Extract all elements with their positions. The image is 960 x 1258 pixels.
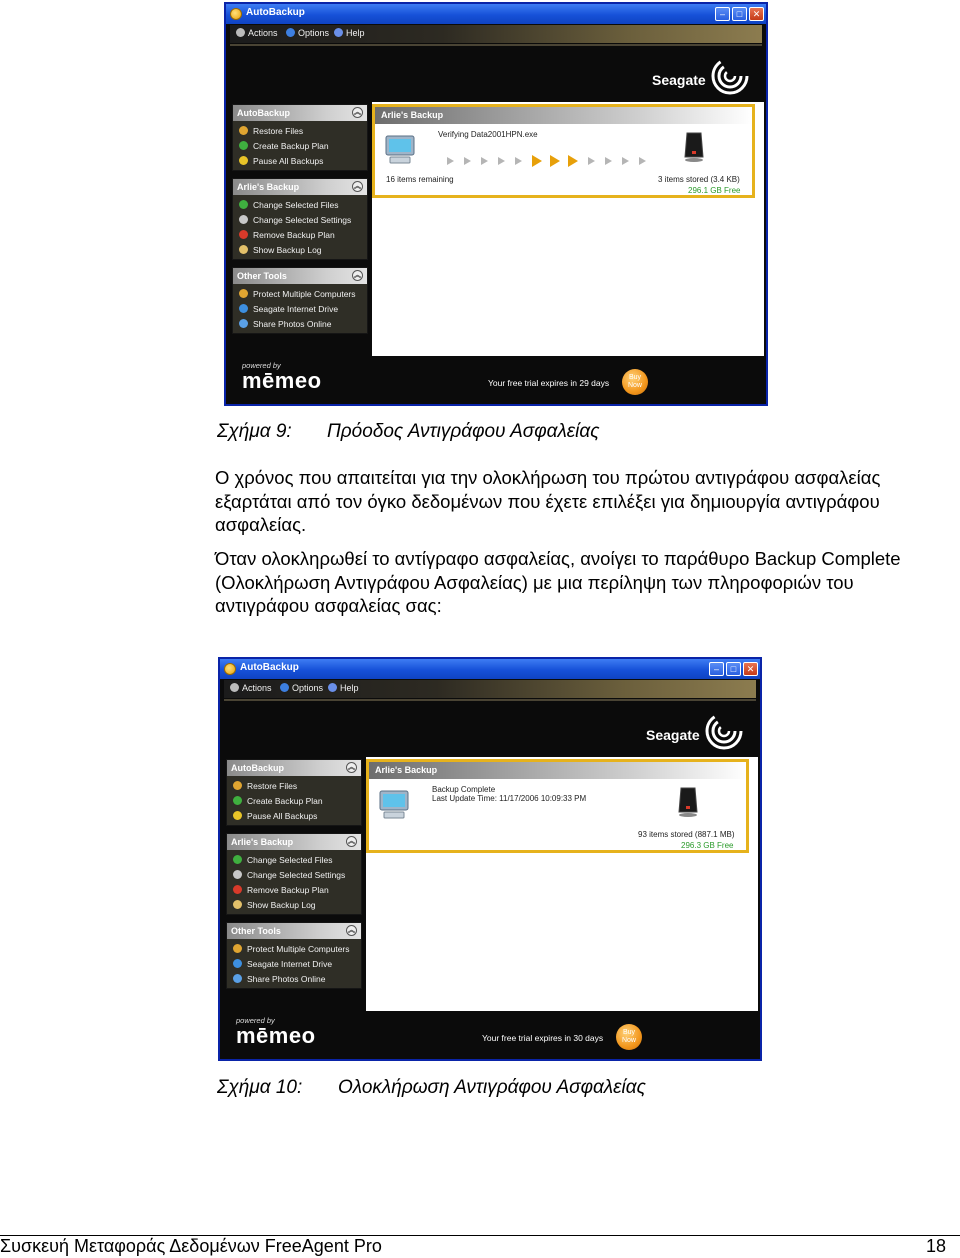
gear-icon — [236, 28, 245, 37]
computer-icon — [377, 788, 411, 822]
figure9-caption-number: Σχήμα 9: — [217, 421, 292, 442]
panel-autobackup — [226, 759, 362, 826]
menu-bar — [230, 25, 762, 43]
checkmark-icon — [286, 28, 295, 37]
collapse-icon[interactable]: ︽ — [354, 109, 361, 116]
sidebar-item-create-backup-plan[interactable]: Create Backup Plan — [227, 793, 361, 808]
figure9-window — [224, 2, 768, 406]
checkmark-icon — [280, 683, 289, 692]
figure10-caption-text: Ολοκλήρωση Αντιγράφου Ασφαλείας — [338, 1077, 646, 1098]
sidebar-item-change-selected-settings[interactable]: Change Selected Settings — [233, 212, 367, 227]
footer-page-number: 18 — [925, 1236, 946, 1256]
figure10-caption — [217, 1077, 646, 1099]
panel-other-tools — [232, 267, 368, 334]
paragraph-backup-complete: Όταν ολοκληρωθεί το αντίγραφο ασφαλείας, ανοίγει το παράθυρο Backup Complete (Ολοκλήρωση Αντιγράφου Ασφαλείας) με μια περίληψη των πληροφοριών του αντιγράφου ασφαλείας σας: — [215, 548, 901, 616]
progress-arrow — [464, 157, 471, 165]
progress-arrow-active — [532, 155, 542, 167]
external-drive-icon — [683, 131, 705, 163]
items-stored-text: 93 items stored (887.1 MB) — [638, 830, 735, 839]
progress-arrow-active — [568, 155, 578, 167]
trial-expiry-text: Your free trial expires in 30 days — [482, 1033, 604, 1043]
panel-arlies-backup — [232, 178, 368, 260]
bottom-bar — [230, 356, 764, 402]
progress-arrow — [622, 157, 629, 165]
menu-options[interactable]: Options — [286, 28, 329, 38]
gear-icon — [230, 683, 239, 692]
pause-icon — [239, 156, 248, 165]
progress-arrow — [481, 157, 488, 165]
remove-icon — [233, 885, 242, 894]
panel-other-tools — [226, 922, 362, 989]
sidebar-item-share-photos-online[interactable]: Share Photos Online — [227, 971, 361, 986]
memeo-logo: mēmeo — [236, 1023, 316, 1048]
restore-icon — [233, 781, 242, 790]
figure10-caption-number: Σχήμα 10: — [217, 1077, 303, 1098]
collapse-icon[interactable]: ︽ — [354, 272, 361, 279]
items-remaining-text: 16 items remaining — [386, 175, 454, 184]
sidebar-item-restore-files[interactable]: Restore Files — [227, 778, 361, 793]
buy-now-button[interactable]: Buy Now — [616, 1024, 642, 1050]
sidebar-item-share-photos-online[interactable]: Share Photos Online — [233, 316, 367, 331]
title-bar[interactable] — [226, 4, 766, 24]
panel-header[interactable]: AutoBackup ︽ — [233, 105, 367, 121]
main-content-area — [372, 102, 764, 356]
seagate-brand: Seagate — [646, 727, 700, 743]
help-shield-icon — [328, 683, 337, 692]
minimize-button[interactable]: – — [709, 662, 724, 676]
figure10-window — [218, 657, 762, 1061]
sidebar-item-protect-multiple-computers[interactable]: Protect Multiple Computers — [227, 941, 361, 956]
plus-icon — [233, 796, 242, 805]
trial-expiry-text: Your free trial expires in 29 days — [488, 378, 610, 388]
maximize-button[interactable]: □ — [732, 7, 747, 21]
panel-autobackup — [232, 104, 368, 171]
progress-arrow — [588, 157, 595, 165]
window-title: AutoBackup — [240, 662, 299, 673]
items-stored-text: 3 items stored (3.4 KB) — [658, 175, 740, 184]
free-space-text: 296.1 GB Free — [688, 186, 741, 195]
progress-arrow — [498, 157, 505, 165]
footer-document-title: Συσκευή Μεταφοράς Δεδομένων FreeAgent Pro — [0, 1236, 382, 1256]
computer-icon — [383, 133, 417, 167]
powered-by-label: powered by — [242, 361, 281, 370]
photos-icon — [233, 974, 242, 983]
panel-header[interactable]: Arlie's Backup ︽ — [233, 179, 367, 195]
external-drive-icon — [677, 786, 699, 818]
menu-bar — [224, 680, 756, 698]
panel-arlies-backup — [226, 833, 362, 915]
sidebar-item-change-selected-files[interactable]: Change Selected Files — [233, 197, 367, 212]
autobackup-app-icon — [230, 8, 242, 20]
pause-icon — [233, 811, 242, 820]
sidebar-item-seagate-internet-drive[interactable]: Seagate Internet Drive — [227, 956, 361, 971]
sidebar-item-change-selected-settings[interactable]: Change Selected Settings — [227, 867, 361, 882]
collapse-icon[interactable]: ︽ — [348, 764, 355, 771]
progress-arrow-active — [550, 155, 560, 167]
panel-header[interactable]: Other Tools ︽ — [233, 268, 367, 284]
menu-options[interactable]: Options — [280, 683, 323, 693]
check-icon — [239, 200, 248, 209]
last-update-text: Last Update Time: 11/17/2006 10:09:33 PM — [432, 794, 587, 803]
sidebar-item-change-selected-files[interactable]: Change Selected Files — [227, 852, 361, 867]
close-button[interactable]: ✕ — [749, 7, 764, 21]
plus-icon — [239, 141, 248, 150]
sidebar-item-remove-backup-plan[interactable]: Remove Backup Plan — [233, 227, 367, 242]
menu-help[interactable]: Help — [334, 28, 365, 38]
sidebar-item-pause-all-backups[interactable]: Pause All Backups — [233, 153, 367, 168]
seagate-brand: Seagate — [652, 72, 706, 88]
paragraph-backup-duration: Ο χρόνος που απαιτείται για την ολοκλήρωση του πρώτου αντιγράφου ασφαλείας εξαρτάται από τον όγκο δεδομένων που έχετε επιλέξει για δημιουργία αντιγράφου ασφαλείας. — [215, 467, 881, 535]
check-icon — [233, 855, 242, 864]
figure9-caption-text: Πρόοδος Αντιγράφου Ασφαλείας — [327, 421, 600, 442]
photos-icon — [239, 319, 248, 328]
progress-arrow — [515, 157, 522, 165]
sidebar-item-remove-backup-plan[interactable]: Remove Backup Plan — [227, 882, 361, 897]
menu-actions[interactable]: Actions — [236, 28, 278, 38]
log-icon — [233, 900, 242, 909]
collapse-icon[interactable]: ︽ — [348, 838, 355, 845]
settings-icon — [233, 870, 242, 879]
progress-arrow — [605, 157, 612, 165]
minimize-button[interactable]: – — [715, 7, 730, 21]
title-bar[interactable] — [220, 659, 760, 679]
maximize-button[interactable]: □ — [726, 662, 741, 676]
sidebar-item-show-backup-log[interactable]: Show Backup Log — [233, 242, 367, 257]
card-title: Arlie's Backup — [369, 762, 746, 779]
log-icon — [239, 245, 248, 254]
seagate-logo-icon — [704, 711, 744, 751]
settings-icon — [239, 215, 248, 224]
collapse-icon[interactable]: ︽ — [348, 927, 355, 934]
help-shield-icon — [334, 28, 343, 37]
panel-header[interactable]: AutoBackup ︽ — [227, 760, 361, 776]
sidebar-item-pause-all-backups[interactable]: Pause All Backups — [227, 808, 361, 823]
computers-icon — [233, 944, 242, 953]
globe-icon — [233, 959, 242, 968]
memeo-logo: mēmeo — [242, 368, 322, 393]
seagate-logo-icon — [710, 56, 750, 96]
progress-arrow — [447, 157, 454, 165]
progress-arrow — [639, 157, 646, 165]
powered-by-label: powered by — [236, 1016, 275, 1025]
restore-icon — [239, 126, 248, 135]
panel-header[interactable]: Other Tools ︽ — [227, 923, 361, 939]
buy-now-button[interactable]: Buy Now — [622, 369, 648, 395]
sidebar-item-restore-files[interactable]: Restore Files — [233, 123, 367, 138]
main-content-area — [366, 757, 758, 1011]
figure9-caption — [217, 421, 600, 443]
computers-icon — [239, 289, 248, 298]
backup-status-card — [366, 759, 749, 853]
menu-actions[interactable]: Actions — [230, 683, 272, 693]
card-title: Arlie's Backup — [375, 107, 752, 124]
sidebar-item-create-backup-plan[interactable]: Create Backup Plan — [233, 138, 367, 153]
free-space-text: 296.3 GB Free — [681, 841, 734, 850]
autobackup-app-icon — [224, 663, 236, 675]
window-title: AutoBackup — [246, 7, 305, 18]
bottom-bar — [224, 1011, 758, 1057]
menu-divider — [224, 699, 756, 701]
backup-status-text: Verifying Data2001HPN.exe — [438, 130, 538, 139]
remove-icon — [239, 230, 248, 239]
sidebar-item-seagate-internet-drive[interactable]: Seagate Internet Drive — [233, 301, 367, 316]
close-button[interactable]: ✕ — [743, 662, 758, 676]
sidebar-item-show-backup-log[interactable]: Show Backup Log — [227, 897, 361, 912]
collapse-icon[interactable]: ︽ — [354, 183, 361, 190]
globe-icon — [239, 304, 248, 313]
backup-complete-text: Backup Complete — [432, 785, 496, 794]
backup-status-card — [372, 104, 755, 198]
menu-help[interactable]: Help — [328, 683, 359, 693]
sidebar-item-protect-multiple-computers[interactable]: Protect Multiple Computers — [233, 286, 367, 301]
menu-divider — [230, 44, 762, 46]
panel-header[interactable]: Arlie's Backup ︽ — [227, 834, 361, 850]
